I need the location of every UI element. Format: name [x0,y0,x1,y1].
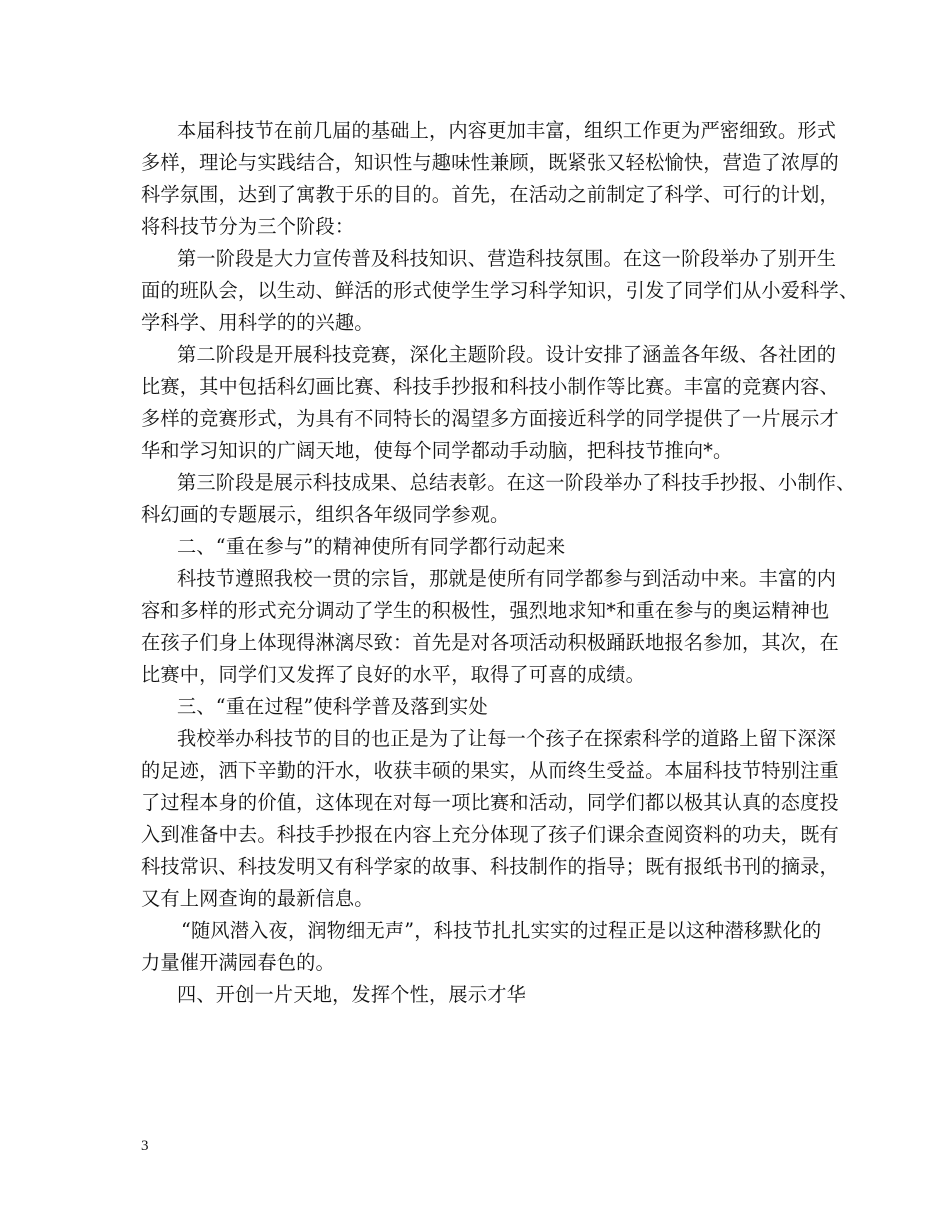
section-heading: 四、开创一片天地，发挥个性，展示才华 [177,983,526,1006]
text-line: “随风潜入夜，润物细无声”，科技节扎扎实实的过程正是以这种潜移默化的 [181,919,822,942]
text-line: 科技常识、科技发明又有科学家的故事、科技制作的指导；既有报纸书刊的摘录， [141,855,839,878]
text-line: 入到准备中去。科技手抄报在内容上充分体现了孩子们课余查阅资料的功夫，既有 [141,823,839,846]
text-line: 面的班队会，以生动、鲜活的形式使学生学习科学知识，引发了同学们从小爱科学、 [141,279,859,302]
text-line: 科技节遵照我校一贯的宗旨，那就是使所有同学都参与到活动中来。丰富的内 [177,567,837,590]
text-line: 华和学习知识的广阔天地，使每个同学都动手动脑，把科技节推向*。 [141,439,733,462]
text-line: 我校举办科技节的目的也正是为了让每一个孩子在探索科学的道路上留下深深 [177,727,837,750]
document-body [141,115,859,1011]
text-line: 多样的竞赛形式，为具有不同特长的渴望多方面接近科学的同学提供了一片展示才 [141,407,839,430]
text-line: 的足迹，洒下辛勤的汗水，收获丰硕的果实，从而终生受益。本届科技节特别注重 [141,759,839,782]
text-line: 第一阶段是大力宣传普及科技知识、营造科技氛围。在这一阶段举办了别开生 [177,247,837,270]
text-line: 科幻画的专题展示，组织各年级同学参观。 [141,503,510,526]
text-line: 科学氛围，达到了寓教于乐的目的。首先，在活动之前制定了科学、可行的计划， [141,183,839,206]
text-line: 比赛中，同学们又发挥了良好的水平，取得了可喜的成绩。 [141,663,646,686]
text-line: 多样，理论与实践结合，知识性与趣味性兼顾，既紧张又轻松愉快，营造了浓厚的 [141,151,839,174]
text-line: 力量催开满园春色的。 [141,951,335,974]
text-line: 在孩子们身上体现得淋漓尽致：首先是对各项活动积极踊跃地报名参加，其次，在 [141,631,839,654]
text-line: 将科技节分为三个阶段： [141,215,355,238]
section-heading: 三、“重在过程”使科学普及落到实处 [177,695,488,718]
text-line: 比赛，其中包括科幻画比赛、科技手抄报和科技小制作等比赛。丰富的竞赛内容、 [141,375,839,398]
text-line: 了过程本身的价值，这体现在对每一项比赛和活动，同学们都以极其认真的态度投 [141,791,839,814]
page-number: 3 [141,1138,149,1154]
text-line: 第二阶段是开展科技竞赛，深化主题阶段。设计安排了涵盖各年级、各社团的 [177,343,837,366]
text-line: 本届科技节在前几届的基础上，内容更加丰富，组织工作更为严密细致。形式 [177,119,837,142]
text-line: 容和多样的形式充分调动了学生的积极性，强烈地求知*和重在参与的奥运精神也 [141,599,830,622]
section-heading: 二、“重在参与”的精神使所有同学都行动起来 [177,535,566,558]
text-line: 第三阶段是展示科技成果、总结表彰。在这一阶段举办了科技手抄报、小制作、 [177,471,856,494]
text-line: 学科学、用科学的的兴趣。 [141,311,374,334]
text-line: 又有上网查询的最新信息。 [141,887,374,910]
